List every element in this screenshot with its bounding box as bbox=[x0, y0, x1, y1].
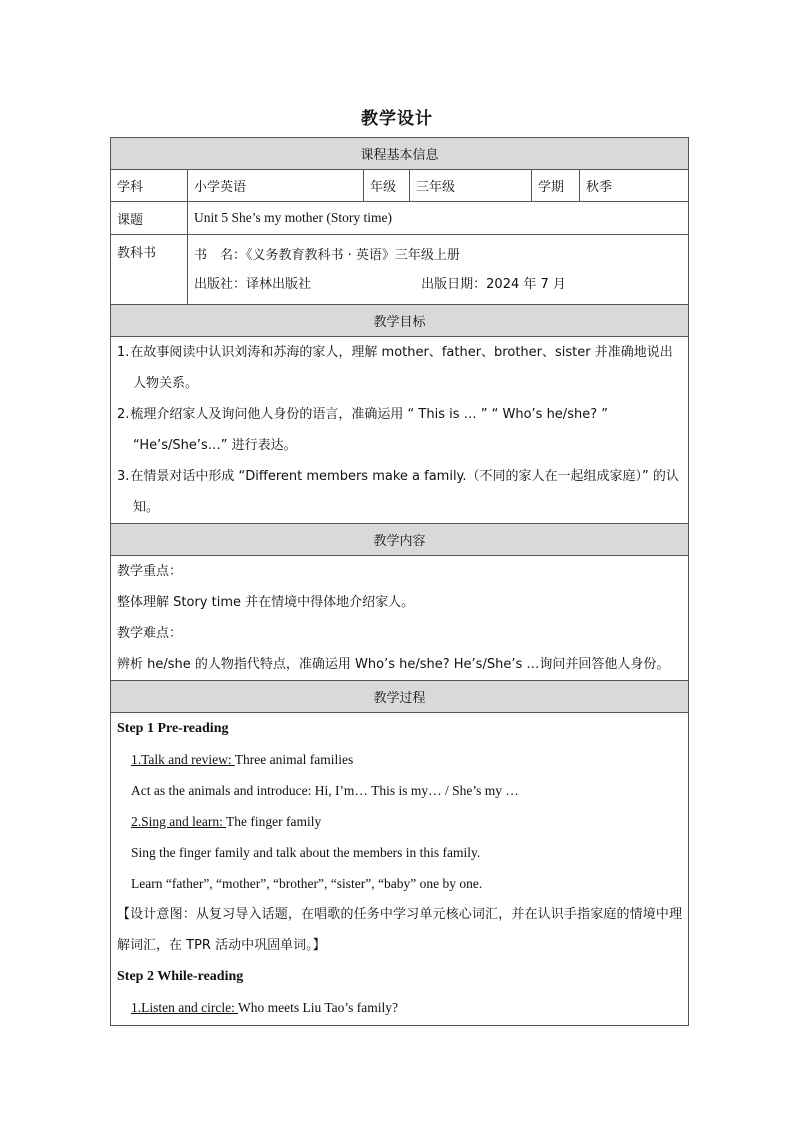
publisher: 出版社：译林出版社 bbox=[194, 276, 312, 292]
step1-item2: 2.Sing and learn: The finger family bbox=[131, 814, 322, 829]
step2-item1: 1.Listen and circle: Who meets Liu Tao’s family? bbox=[131, 1000, 398, 1015]
content-block bbox=[111, 556, 689, 681]
section-header-content: 教学内容 bbox=[111, 524, 689, 556]
key-point-label: 教学重点： bbox=[117, 564, 183, 579]
step1-title: Step 1 Pre-reading bbox=[117, 721, 229, 736]
objective-item: 3.在情景对话中形成 “Different members make a family.（不同的家人在一起组成家庭）” 的认 知。 bbox=[117, 469, 679, 515]
difficult-point-text: 辨析 he/she 的人物指代特点，准确运用 Who’s he/she? He’s/She’s …询问并回答他人身份。 bbox=[117, 657, 670, 672]
publish-date: 出版日期：2024 年 7 月 bbox=[421, 276, 566, 292]
book-publish-line bbox=[194, 270, 682, 299]
key-point-text: 整体理解 Story time 并在情境中得体地介绍家人。 bbox=[117, 595, 415, 610]
textbook-label: 教科书 bbox=[111, 235, 188, 305]
book-name: 书 名：《义务教育教科书 · 英语》三年级上册 bbox=[194, 247, 460, 263]
document-title: 教学设计 bbox=[361, 109, 433, 129]
design-intent: 【设计意图：从复习导入话题，在唱歌的任务中学习单元核心词汇，并在认识手指家庭的情境中理解词汇，在 TPR 活动中巩固单词。】 bbox=[117, 907, 683, 953]
topic-label: 课题 bbox=[111, 202, 188, 235]
step1-item1: 1.Talk and review: Three animal families bbox=[131, 752, 354, 767]
difficult-point-label: 教学难点： bbox=[117, 626, 183, 641]
subject-label: 学科 bbox=[111, 170, 188, 202]
section-header-objectives: 教学目标 bbox=[111, 305, 689, 337]
info-row bbox=[111, 170, 689, 202]
step2-title: Step 2 While-reading bbox=[117, 969, 244, 984]
step1-item2-detail2: Learn “father”, “mother”, “brother”, “sister”, “baby” one by one. bbox=[131, 876, 483, 891]
term-label: 学期 bbox=[532, 170, 580, 202]
objective-item: 1.在故事阅读中认识刘涛和苏海的家人，理解 mother、father、brother、sister 并准确地说出 人物关系。 bbox=[117, 345, 673, 391]
grade-label: 年级 bbox=[364, 170, 410, 202]
objective-item: 2.梳理介绍家人及询问他人身份的语言，准确运用 “ This is … ” “ Who’s he/she? ” “He’s/She’s…” 进行表达。 bbox=[117, 407, 608, 453]
subject-value: 小学英语 bbox=[188, 170, 364, 202]
topic-value: Unit 5 She’s my mother (Story time) bbox=[188, 202, 689, 235]
process-block bbox=[111, 713, 689, 1026]
step1-item1-detail: Act as the animals and introduce: Hi, I’m… This is my… / She’s my … bbox=[131, 783, 519, 798]
term-value: 秋季 bbox=[580, 170, 689, 202]
objectives-block bbox=[111, 337, 689, 524]
section-header-process: 教学过程 bbox=[111, 681, 689, 713]
step1-item2-detail1: Sing the finger family and talk about the members in this family. bbox=[131, 845, 481, 860]
textbook-row bbox=[111, 235, 689, 305]
grade-value: 三年级 bbox=[410, 170, 532, 202]
section-header-basic-info: 课程基本信息 bbox=[111, 138, 689, 170]
topic-row bbox=[111, 202, 689, 235]
lesson-plan-table bbox=[110, 137, 689, 1026]
